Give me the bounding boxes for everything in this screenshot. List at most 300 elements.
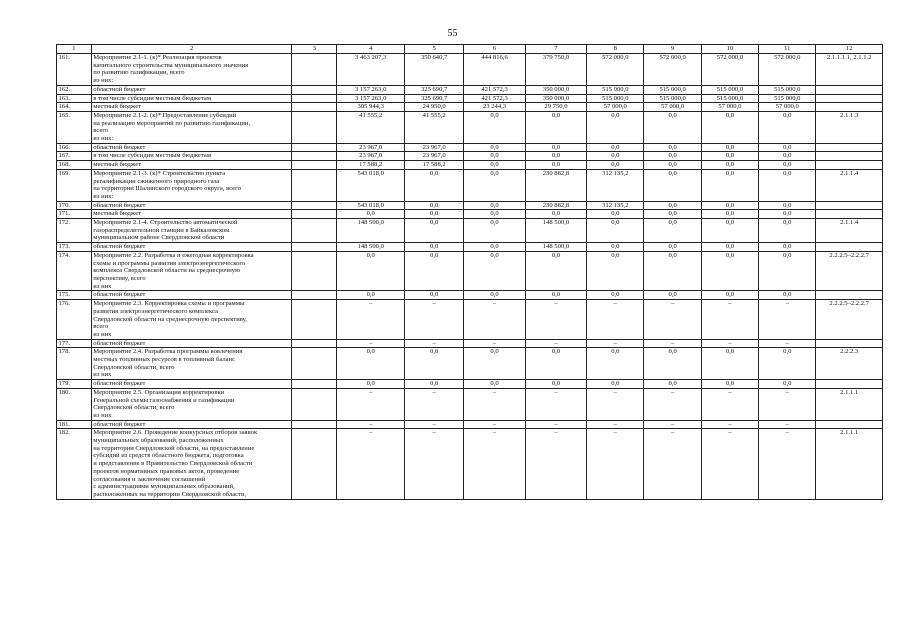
row-value: 0,0	[759, 152, 816, 161]
row-description: Мероприятие 2.1-1. (к)* Реализация проектов капитального строительства муниципального значения по развитию газификации, всего из них:	[91, 54, 292, 86]
row-value: 24 950,0	[404, 103, 463, 112]
row-description: в том числе субсидии местным бюджетам	[91, 152, 292, 161]
row-number: 181.	[57, 420, 92, 429]
row-value: 515 000,0	[759, 94, 816, 103]
row-value: –	[701, 388, 758, 420]
table-row	[57, 210, 883, 219]
row-value: 41 555,2	[404, 111, 463, 143]
row-value: 0,0	[644, 111, 701, 143]
row-value: –	[464, 339, 525, 348]
row-value: 0,0	[759, 161, 816, 170]
row-value: 515 000,0	[644, 94, 701, 103]
column-header: 6	[464, 45, 525, 54]
column-header: 10	[701, 45, 758, 54]
row-value: 0,0	[525, 152, 586, 161]
row-target-code: 2.1.1.1	[816, 388, 883, 420]
row-description: областной бюджет	[91, 420, 292, 429]
row-value: 23 967,0	[404, 152, 463, 161]
row-value: 0,0	[404, 169, 463, 201]
table-row	[57, 103, 883, 112]
row-value: 0,0	[759, 291, 816, 300]
row-value: 29 750,0	[525, 103, 586, 112]
row-description: местный бюджет	[91, 210, 292, 219]
row-value: 41 555,2	[337, 111, 405, 143]
row-value: 421 572,3	[464, 94, 525, 103]
row-description: Мероприятие 2.2. Разработка и ежегодная корректировка схемы и программы развития электроэнергетического комплекса Свердловской области на среднесрочную перспективу, всего из них	[91, 251, 292, 291]
row-value: 17 588,2	[337, 161, 405, 170]
row-target-code	[816, 85, 883, 94]
row-value: 0,0	[464, 152, 525, 161]
row-value: –	[644, 300, 701, 340]
row-value: 0,0	[404, 201, 463, 210]
table-row	[57, 251, 883, 291]
row-value: –	[587, 388, 644, 420]
row-value: 325 690,7	[404, 85, 463, 94]
row-value: –	[587, 420, 644, 429]
row-value: 0,0	[337, 251, 405, 291]
row-number: 182.	[57, 429, 92, 499]
row-value: 0,0	[644, 152, 701, 161]
row-col3	[292, 54, 337, 86]
row-value: 0,0	[701, 243, 758, 252]
row-value: 515 000,0	[587, 85, 644, 94]
row-value: 0,0	[337, 291, 405, 300]
row-value: 0,0	[404, 291, 463, 300]
row-value: 230 882,8	[525, 169, 586, 201]
table-row	[57, 420, 883, 429]
row-value: 0,0	[644, 210, 701, 219]
row-value: –	[525, 388, 586, 420]
row-number: 179.	[57, 380, 92, 389]
row-description: областной бюджет	[91, 243, 292, 252]
row-value: 0,0	[464, 251, 525, 291]
row-col3	[292, 380, 337, 389]
row-target-code	[816, 243, 883, 252]
row-value: 230 882,8	[525, 201, 586, 210]
row-value: 0,0	[464, 380, 525, 389]
row-number: 164.	[57, 103, 92, 112]
row-value: 0,0	[464, 169, 525, 201]
row-value: –	[337, 420, 405, 429]
row-target-code	[816, 291, 883, 300]
row-target-code	[816, 201, 883, 210]
row-value: 57 000,0	[644, 103, 701, 112]
row-value: 0,0	[404, 210, 463, 219]
row-description: Мероприятие 2.1-4. Строительство автоматической газораспределительной станции в Байкаловском муниципальном районе Свердловской области	[91, 219, 292, 243]
row-number: 180.	[57, 388, 92, 420]
row-value: 0,0	[404, 219, 463, 243]
row-number: 173.	[57, 243, 92, 252]
row-value: 350 640,7	[404, 54, 463, 86]
row-target-code	[816, 380, 883, 389]
row-value: 0,0	[464, 219, 525, 243]
row-number: 170.	[57, 201, 92, 210]
row-value: –	[404, 388, 463, 420]
row-value: 148 500,0	[525, 219, 586, 243]
row-description: областной бюджет	[91, 85, 292, 94]
row-value: 0,0	[404, 251, 463, 291]
table-row	[57, 201, 883, 210]
row-value: –	[464, 388, 525, 420]
row-value: 0,0	[701, 219, 758, 243]
row-target-code	[816, 161, 883, 170]
row-value: –	[644, 420, 701, 429]
row-value: 444 816,6	[464, 54, 525, 86]
row-value: 515 000,0	[701, 85, 758, 94]
row-value: 0,0	[525, 210, 586, 219]
row-description: Мероприятие 2.1-3. (к)* Строительство пункта регазификации сжиженного природного газа на территории Шалинского городского округа, всего из них:	[91, 169, 292, 201]
table-row	[57, 243, 883, 252]
row-value: 0,0	[701, 201, 758, 210]
row-value: –	[337, 339, 405, 348]
row-value: –	[701, 300, 758, 340]
column-header: 9	[644, 45, 701, 54]
row-number: 166.	[57, 143, 92, 152]
row-value: 23 244,3	[464, 103, 525, 112]
row-col3	[292, 339, 337, 348]
row-value: 515 000,0	[587, 94, 644, 103]
row-value: 0,0	[701, 348, 758, 380]
row-col3	[292, 152, 337, 161]
row-target-code	[816, 210, 883, 219]
row-value: 0,0	[525, 291, 586, 300]
row-target-code: 2.1.1.4	[816, 169, 883, 201]
column-header: 3	[292, 45, 337, 54]
row-value: –	[644, 339, 701, 348]
column-header: 4	[337, 45, 405, 54]
row-value: 17 588,2	[404, 161, 463, 170]
row-col3	[292, 169, 337, 201]
row-value: 0,0	[759, 219, 816, 243]
row-target-code: 2.1.1.4	[816, 219, 883, 243]
row-col3	[292, 161, 337, 170]
row-value: –	[404, 429, 463, 499]
row-number: 161.	[57, 54, 92, 86]
table-row	[57, 339, 883, 348]
row-value: –	[759, 339, 816, 348]
row-value: 350 000,0	[525, 85, 586, 94]
row-value: 350 000,0	[525, 94, 586, 103]
row-value: 0,0	[701, 169, 758, 201]
table-row	[57, 143, 883, 152]
page-number: 55	[447, 28, 458, 39]
row-value: –	[525, 300, 586, 340]
column-header: 7	[525, 45, 586, 54]
row-col3	[292, 85, 337, 94]
table-row	[57, 54, 883, 86]
row-value: –	[525, 339, 586, 348]
row-value: –	[337, 300, 405, 340]
table-row	[57, 111, 883, 143]
column-header: 11	[759, 45, 816, 54]
row-value: –	[644, 429, 701, 499]
row-value: 3 157 263,0	[337, 94, 405, 103]
row-value: 148 500,0	[525, 243, 586, 252]
row-value: 0,0	[644, 291, 701, 300]
row-value: 0,0	[525, 251, 586, 291]
table-row	[57, 300, 883, 340]
row-description: в том числе субсидии местным бюджетам	[91, 94, 292, 103]
row-value: 23 967,0	[337, 152, 405, 161]
row-col3	[292, 111, 337, 143]
row-value: 0,0	[701, 111, 758, 143]
row-number: 163.	[57, 94, 92, 103]
row-value: 0,0	[587, 243, 644, 252]
row-value: 57 000,0	[759, 103, 816, 112]
row-target-code: 2.1.1.3	[816, 111, 883, 143]
row-value: 0,0	[587, 152, 644, 161]
row-description: Мероприятие 2.5. Организация корректировки Генеральной схемы газоснабжения и газификации Свердловской области, всего из них	[91, 388, 292, 420]
row-col3	[292, 420, 337, 429]
row-value: 0,0	[587, 161, 644, 170]
row-description: Мероприятие 2.4. Разработка программы вовлечения местных топливных ресурсов в топливный баланс Свердловской области, всего из них	[91, 348, 292, 380]
row-number: 169.	[57, 169, 92, 201]
row-value: 515 000,0	[644, 85, 701, 94]
column-header: 8	[587, 45, 644, 54]
row-value: 0,0	[644, 380, 701, 389]
row-value: 148 500,0	[337, 243, 405, 252]
row-col3	[292, 143, 337, 152]
row-value: 0,0	[464, 201, 525, 210]
row-description: областной бюджет	[91, 201, 292, 210]
row-col3	[292, 94, 337, 103]
table-body	[57, 54, 883, 500]
row-value: –	[644, 388, 701, 420]
row-value: –	[464, 420, 525, 429]
row-number: 174.	[57, 251, 92, 291]
row-col3	[292, 291, 337, 300]
row-number: 175.	[57, 291, 92, 300]
row-value: 0,0	[464, 348, 525, 380]
row-number: 168.	[57, 161, 92, 170]
row-target-code: 2.2.2.3	[816, 348, 883, 380]
row-value: –	[759, 420, 816, 429]
row-value: –	[587, 429, 644, 499]
row-value: 0,0	[759, 380, 816, 389]
row-target-code	[816, 339, 883, 348]
row-number: 176.	[57, 300, 92, 340]
row-value: 0,0	[759, 143, 816, 152]
column-header: 1	[57, 45, 92, 54]
table-header-row	[57, 45, 883, 54]
row-col3	[292, 210, 337, 219]
row-value: 0,0	[644, 161, 701, 170]
row-value: 0,0	[404, 243, 463, 252]
column-header: 5	[404, 45, 463, 54]
row-col3	[292, 243, 337, 252]
row-value: 148 500,0	[337, 219, 405, 243]
row-value: 543 018,0	[337, 201, 405, 210]
row-value: 0,0	[701, 152, 758, 161]
row-col3	[292, 201, 337, 210]
row-description: местный бюджет	[91, 103, 292, 112]
row-value: 0,0	[644, 219, 701, 243]
row-value: 0,0	[701, 210, 758, 219]
row-target-code: 2.1.1.1	[816, 429, 883, 499]
row-value: 0,0	[404, 380, 463, 389]
row-value: 0,0	[759, 348, 816, 380]
row-value: 0,0	[587, 380, 644, 389]
row-value: 0,0	[587, 291, 644, 300]
row-value: 0,0	[464, 161, 525, 170]
row-value: –	[759, 429, 816, 499]
row-value: –	[404, 420, 463, 429]
row-description: областной бюджет	[91, 291, 292, 300]
row-value: –	[404, 300, 463, 340]
row-target-code: 2.2.2.5–2.2.2.7	[816, 300, 883, 340]
row-target-code	[816, 420, 883, 429]
row-number: 171.	[57, 210, 92, 219]
row-value: 421 572,3	[464, 85, 525, 94]
row-value: –	[464, 300, 525, 340]
row-col3	[292, 388, 337, 420]
row-value: 0,0	[759, 169, 816, 201]
row-value: 312 135,2	[587, 169, 644, 201]
row-number: 172.	[57, 219, 92, 243]
row-value: 0,0	[644, 348, 701, 380]
row-col3	[292, 348, 337, 380]
row-value: –	[759, 300, 816, 340]
row-value: 57 000,0	[587, 103, 644, 112]
row-col3	[292, 429, 337, 499]
row-value: –	[701, 339, 758, 348]
table-row	[57, 348, 883, 380]
row-value: 305 944,3	[337, 103, 405, 112]
row-value: 543 018,0	[337, 169, 405, 201]
row-value: 515 000,0	[759, 85, 816, 94]
row-target-code: 2.1.1.1.1, 2.1.1.2	[816, 54, 883, 86]
row-number: 177.	[57, 339, 92, 348]
row-value: 325 690,7	[404, 94, 463, 103]
row-value: 0,0	[701, 143, 758, 152]
row-value: 0,0	[587, 210, 644, 219]
row-value: 379 750,0	[525, 54, 586, 86]
table-row	[57, 429, 883, 499]
row-value: –	[587, 339, 644, 348]
table-row	[57, 380, 883, 389]
row-number: 162.	[57, 85, 92, 94]
row-value: 0,0	[759, 251, 816, 291]
row-value: 0,0	[525, 143, 586, 152]
row-number: 178.	[57, 348, 92, 380]
row-value: 3 157 263,0	[337, 85, 405, 94]
row-value: 572 000,0	[701, 54, 758, 86]
row-value: 0,0	[587, 111, 644, 143]
row-value: 0,0	[587, 348, 644, 380]
row-value: 0,0	[644, 243, 701, 252]
row-value: 572 000,0	[587, 54, 644, 86]
row-value: –	[337, 388, 405, 420]
row-value: 0,0	[701, 291, 758, 300]
row-value: 0,0	[644, 251, 701, 291]
row-value: 0,0	[644, 169, 701, 201]
row-value: 0,0	[464, 291, 525, 300]
row-value: 0,0	[525, 161, 586, 170]
row-value: –	[464, 429, 525, 499]
row-value: –	[587, 300, 644, 340]
row-value: 0,0	[759, 210, 816, 219]
row-value: 0,0	[337, 348, 405, 380]
row-value: 3 463 207,3	[337, 54, 405, 86]
row-target-code	[816, 152, 883, 161]
row-value: 572 000,0	[644, 54, 701, 86]
row-value: 0,0	[464, 111, 525, 143]
table-row	[57, 291, 883, 300]
row-value: 23 967,0	[404, 143, 463, 152]
row-description: областной бюджет	[91, 380, 292, 389]
row-value: 0,0	[464, 210, 525, 219]
row-value: 0,0	[701, 161, 758, 170]
table-row	[57, 219, 883, 243]
row-value: 0,0	[464, 143, 525, 152]
row-value: 0,0	[701, 251, 758, 291]
table-row	[57, 388, 883, 420]
row-value: 0,0	[587, 219, 644, 243]
row-value: 0,0	[759, 201, 816, 210]
row-value: –	[404, 339, 463, 348]
table-row	[57, 85, 883, 94]
row-target-code	[816, 143, 883, 152]
row-value: 0,0	[337, 380, 405, 389]
row-value: 0,0	[644, 201, 701, 210]
row-value: 0,0	[464, 243, 525, 252]
row-value: 0,0	[337, 210, 405, 219]
row-value: –	[701, 420, 758, 429]
row-target-code: 2.2.2.5–2.2.2.7	[816, 251, 883, 291]
row-value: 23 967,0	[337, 143, 405, 152]
row-col3	[292, 219, 337, 243]
row-description: Мероприятие 2.3. Корректировка схемы и программы развития электроэнергетического комплекса Свердловской области на среднесрочную перспективу, всего из них	[91, 300, 292, 340]
row-description: областной бюджет	[91, 143, 292, 152]
row-value: 0,0	[525, 111, 586, 143]
row-value: 0,0	[759, 243, 816, 252]
column-header: 12	[816, 45, 883, 54]
row-number: 167.	[57, 152, 92, 161]
row-value: 0,0	[587, 251, 644, 291]
row-value: –	[337, 429, 405, 499]
row-value: 0,0	[587, 143, 644, 152]
row-value: –	[525, 420, 586, 429]
column-header: 2	[91, 45, 292, 54]
row-value: 0,0	[404, 348, 463, 380]
row-description: местный бюджет	[91, 161, 292, 170]
table-row	[57, 161, 883, 170]
row-target-code	[816, 94, 883, 103]
row-value: 0,0	[759, 111, 816, 143]
row-number: 165.	[57, 111, 92, 143]
table-row	[57, 169, 883, 201]
row-col3	[292, 103, 337, 112]
row-description: Мероприятие 2.6. Проведение конкурсных отборов заявок муниципальных образований, расположенных на территории Свердловской области, на предоставление субсидий из средств областного бюджета, подготовка и представление в Правительство Свердловской области проектов нормативных правовых актов, проведение согласования и заключение соглашений с администрациями муниципальных образований, расположенных на территории Свердловской области,	[91, 429, 292, 499]
row-value: 515 000,0	[701, 94, 758, 103]
row-value: 312 135,2	[587, 201, 644, 210]
row-value: 57 000,0	[701, 103, 758, 112]
row-value: 0,0	[525, 380, 586, 389]
row-description: Мероприятие 2.1-2. (к)* Предоставление субсидий на реализацию мероприятий по развитию газификации, всего из них:	[91, 111, 292, 143]
row-description: областной бюджет	[91, 339, 292, 348]
row-value: 0,0	[701, 380, 758, 389]
row-value: 0,0	[644, 143, 701, 152]
row-value: 0,0	[525, 348, 586, 380]
row-target-code	[816, 103, 883, 112]
table-row	[57, 152, 883, 161]
budget-table	[56, 44, 883, 500]
row-col3	[292, 300, 337, 340]
table-row	[57, 94, 883, 103]
row-col3	[292, 251, 337, 291]
row-value: –	[759, 388, 816, 420]
row-value: 572 000,0	[759, 54, 816, 86]
